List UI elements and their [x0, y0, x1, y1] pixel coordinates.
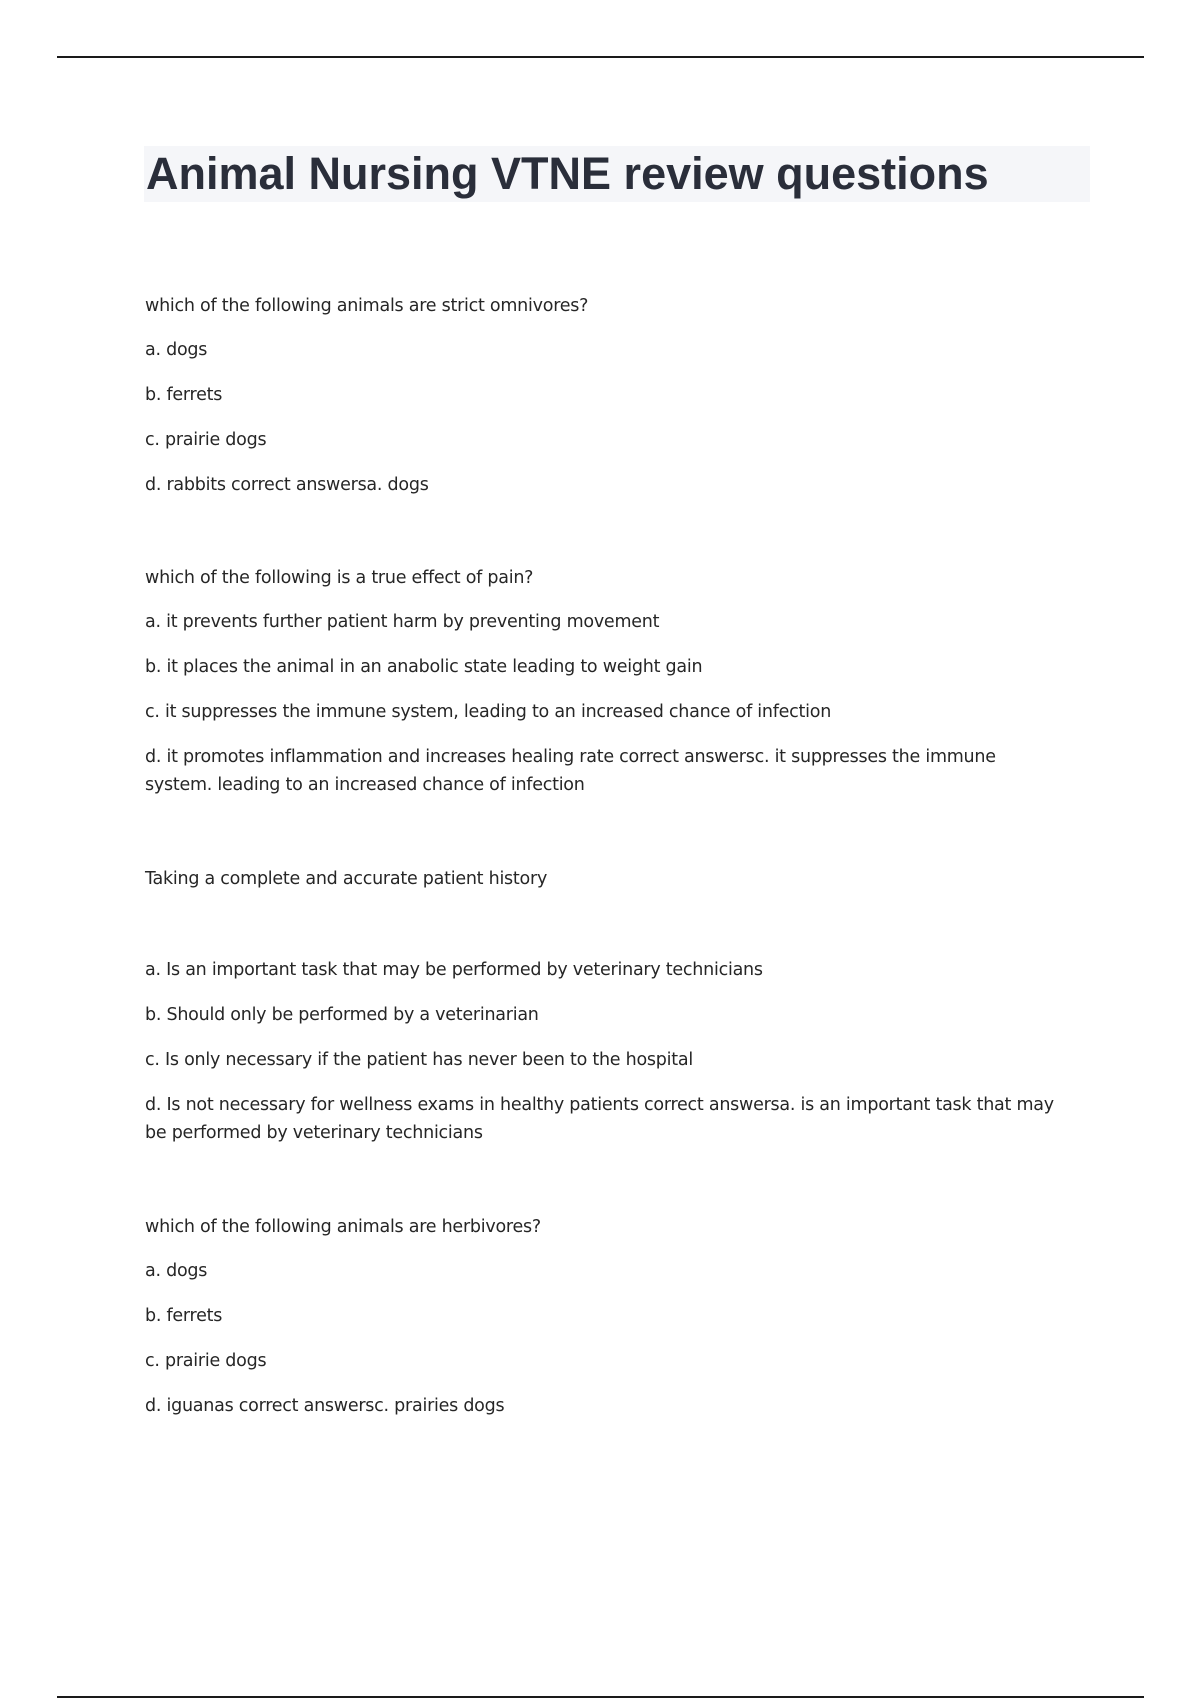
answer-option: a. dogs — [145, 1261, 208, 1281]
answer-option: b. it places the animal in an anabolic state leading to weight gain — [145, 657, 703, 677]
answer-option: b. ferrets — [145, 385, 223, 405]
question-prompt: which of the following is a true effect of pain? — [145, 568, 534, 588]
question-prompt: which of the following animals are herbivores? — [145, 1217, 541, 1237]
answer-option: a. dogs — [145, 340, 208, 360]
question-prompt: Taking a complete and accurate patient history — [145, 869, 548, 889]
answer-option-with-answer: d. Is not necessary for wellness exams in healthy patients correct answersa. is an important task that may be performed by veterinary technicians — [145, 1095, 1054, 1143]
bottom-rule — [57, 1696, 1144, 1698]
top-rule — [57, 56, 1144, 58]
answer-option: b. Should only be performed by a veterinarian — [145, 1005, 539, 1025]
answer-option-with-answer: d. it promotes inflammation and increases healing rate correct answersc. it suppresses the immune system. leading to an increased chance of infection — [145, 747, 996, 795]
answer-option: c. it suppresses the immune system, leading to an increased chance of infection — [145, 702, 832, 722]
answer-option: b. ferrets — [145, 1306, 223, 1326]
question-1 — [145, 292, 1065, 499]
answer-option-with-answer: d. rabbits correct answersa. dogs — [145, 475, 429, 495]
question-4 — [145, 1213, 1065, 1420]
document-title: Animal Nursing VTNE review questions — [146, 148, 989, 199]
question-prompt: which of the following animals are strict omnivores? — [145, 296, 589, 316]
answer-option: c. prairie dogs — [145, 430, 267, 450]
answer-option: a. it prevents further patient harm by preventing movement — [145, 612, 660, 632]
answer-option-with-answer: d. iguanas correct answersc. prairies dogs — [145, 1396, 505, 1416]
answer-option: a. Is an important task that may be performed by veterinary technicians — [145, 960, 763, 980]
answer-option: c. Is only necessary if the patient has never been to the hospital — [145, 1050, 693, 1070]
question-3 — [145, 865, 1065, 1147]
question-2 — [145, 564, 1065, 799]
answer-option: c. prairie dogs — [145, 1351, 267, 1371]
